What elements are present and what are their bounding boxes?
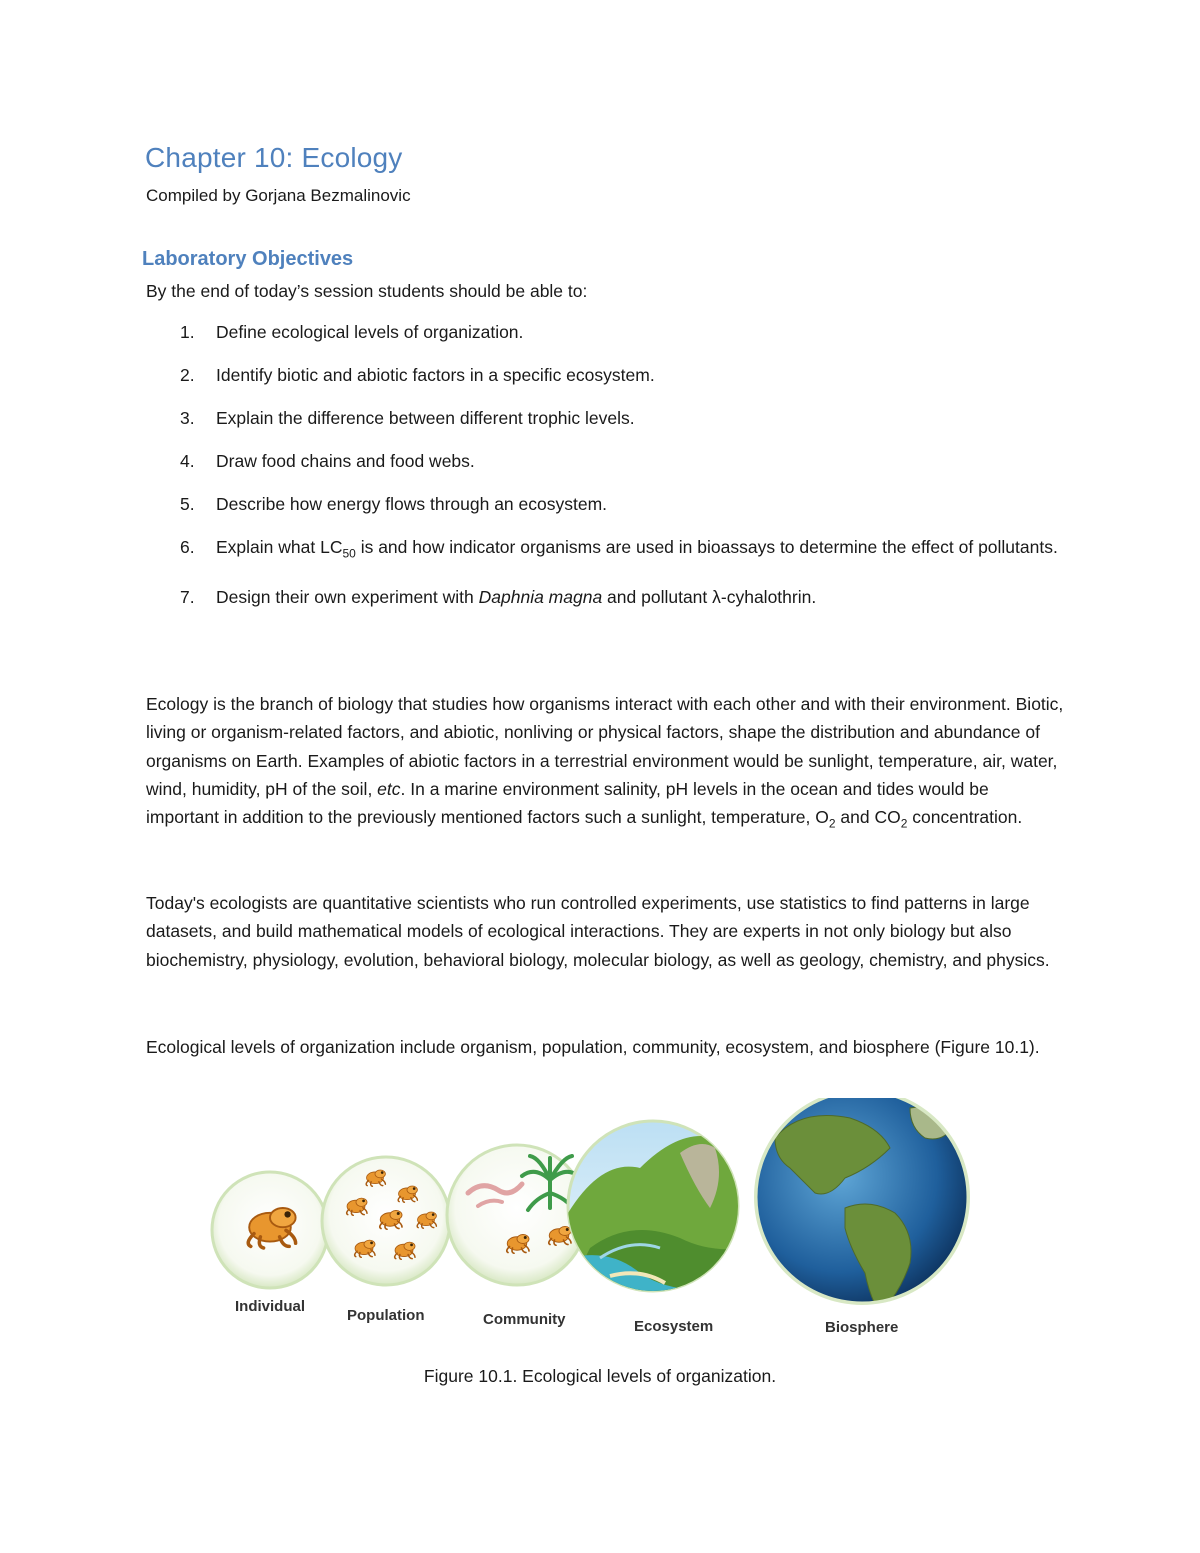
label-biosphere: Biosphere [825,1319,899,1336]
objectives-heading: Laboratory Objectives [142,248,354,270]
population-circle [322,1157,450,1285]
community-circle [447,1145,587,1285]
label-individual: Individual [235,1298,306,1315]
objective-text: Describe how energy flows through an ecosystem. [216,494,608,514]
objective-text: Define ecological levels of organization. [216,322,524,342]
objectives-list [180,318,1060,626]
figure-levels-of-organization [210,1098,980,1348]
objective-number: 1. [180,322,195,342]
etc-italic: etc [377,778,401,799]
objective-number: 7. [180,586,195,607]
objective-item [180,583,1060,611]
paragraph-levels: Ecological levels of organization include organism, population, community, ecosystem, and biosphere (Figure 10.1). [146,1037,1040,1057]
objective-item [180,404,1060,432]
paragraph-ecologists: Today's ecologists are quantitative scientists who run controlled experiments, use statistics to find patterns in large datasets, and build mathematical models of ecological interactions. They are experts in not only biology but also biochemistry, physiology, evolution, behavioral biology, molecular biology, as well as geology, chemistry, and physics. [146,893,1050,970]
label-population: Population [347,1307,425,1324]
compiled-by: Compiled by Gorjana Bezmalinovic [146,186,411,205]
paragraph-text: and CO [835,807,901,828]
objective-number: 5. [180,494,195,514]
objective-text-part: is and how indicator organisms are used in bioassays to determine the effect of pollutants. [355,537,1058,557]
co2-subscript: 2 [900,816,908,831]
lc50-subscript: 50 [342,546,356,561]
ecosystem-circle [565,1121,745,1308]
objective-number: 4. [180,451,195,471]
objective-text: Explain the difference between different trophic levels. [216,408,635,428]
species-name: Daphnia magna [478,586,603,607]
objective-text-part: Explain what LC [216,537,343,557]
figure-caption: Figure 10.1. Ecological levels of organization. [423,1366,777,1386]
biosphere-circle [754,1098,970,1313]
objectives-intro: By the end of today’s session students should be able to: [146,281,588,301]
objective-item [180,447,1060,475]
objective-text [216,583,1060,611]
objective-number: 2. [180,365,195,385]
paragraph-text: . In a marine environment salinity, pH levels in the ocean and tides would be important in addition to the previously mentioned factors such a sunlight, temperature, O [146,778,989,828]
objective-item [180,533,1060,568]
objective-text-part: Design their own experiment with [216,586,479,607]
objective-item [180,318,1060,346]
label-community: Community [483,1311,566,1328]
objective-text: Draw food chains and food webs. [216,451,475,471]
objective-number: 3. [180,408,195,428]
objective-number: 6. [180,537,195,557]
individual-circle [212,1172,328,1288]
paragraph-text: concentration. [907,807,1023,828]
objective-text-part: and pollutant λ-cyhalothrin. [602,586,817,607]
objective-text: Identify biotic and abiotic factors in a specific ecosystem. [216,365,655,385]
paragraph-ecology-definition [146,690,1066,838]
chapter-title: Chapter 10: Ecology [145,142,403,173]
objective-item [180,490,1060,518]
paragraph-text: Ecology is the branch of biology that studies how organisms interact with each other and with their environment. Biotic, living or organism-related factors, and abiotic, nonliving or physical factors, shape the distribution and abundance of organisms on Earth. Examples of abiotic factors in a terrestrial environment would be sunlight, temperature, air, water, wind, humidity, pH of the soil, [146,694,1064,799]
objective-item [180,361,1060,389]
levels-illustration [210,1098,980,1348]
label-ecosystem: Ecosystem [634,1318,714,1335]
o2-subscript: 2 [828,816,836,831]
objective-text [216,533,1060,568]
